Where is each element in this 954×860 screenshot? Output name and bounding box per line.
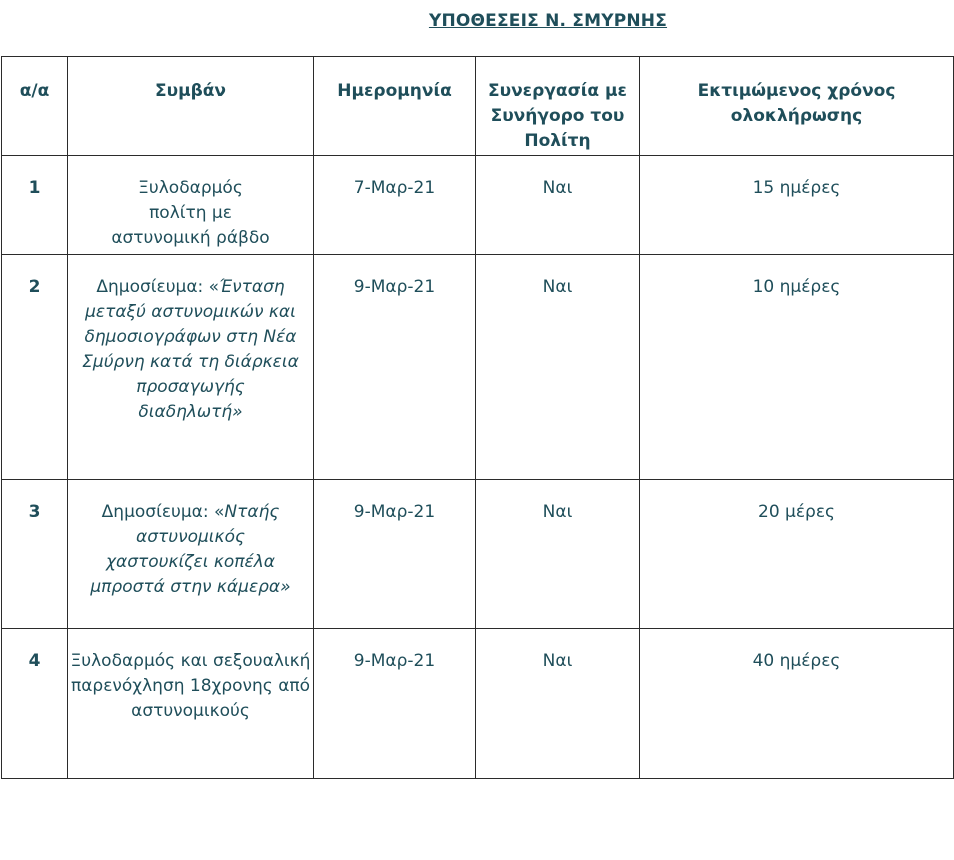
header-date: Ημερομηνία	[314, 57, 476, 156]
cooperation-cell: Ναι	[476, 255, 640, 480]
date-cell: 9-Μαρ-21	[314, 480, 476, 629]
completion-cell: 20 μέρες	[640, 480, 954, 629]
table-row	[2, 480, 954, 629]
completion-cell: 15 ημέρες	[640, 156, 954, 255]
event-quote: Νταής αστυνομικός χαστουκίζει κοπέλα μπροστά στην κάμερα	[90, 502, 281, 597]
completion-cell: 40 ημέρες	[640, 629, 954, 779]
date-cell: 7-Μαρ-21	[314, 156, 476, 255]
event-cell	[68, 255, 314, 480]
cooperation-cell: Ναι	[476, 156, 640, 255]
row-number: 1	[2, 156, 68, 255]
event-quote-close: »	[232, 402, 243, 422]
document-title: ΥΠΟΘΕΣΕΙΣ Ν. ΣΜΥΡΝΗΣ	[428, 11, 668, 31]
date-cell: 9-Μαρ-21	[314, 255, 476, 480]
event-quote-close: »	[280, 577, 291, 597]
table-row	[2, 629, 954, 779]
header-event: Συμβάν	[68, 57, 314, 156]
row-number: 4	[2, 629, 68, 779]
header-number: α/α	[2, 57, 68, 156]
event-text: Δημοσίευμα: «	[101, 502, 225, 522]
event-text: Δημοσίευμα: «	[96, 277, 220, 297]
table-header-row	[2, 57, 954, 156]
header-cooperation: Συνεργασία με Συνήγορο του Πολίτη	[476, 57, 640, 156]
cooperation-cell: Ναι	[476, 480, 640, 629]
date-cell: 9-Μαρ-21	[314, 629, 476, 779]
cases-table	[1, 56, 954, 779]
table-row	[2, 255, 954, 480]
event-cell	[68, 156, 314, 255]
event-text: Ξυλοδαρμός πολίτη με αστυνομική ράβδο	[111, 178, 270, 248]
table-row	[2, 156, 954, 255]
event-cell	[68, 480, 314, 629]
header-completion-time: Εκτιμώμενος χρόνος ολοκλήρωσης	[640, 57, 954, 156]
event-quote: Ένταση μεταξύ αστυνομικών και δημοσιογράφων στη Νέα Σμύρνη κατά τη διάρκεια προσαγωγής διαδηλωτή	[82, 277, 299, 422]
completion-cell: 10 ημέρες	[640, 255, 954, 480]
row-number: 2	[2, 255, 68, 480]
event-cell	[68, 629, 314, 779]
cooperation-cell: Ναι	[476, 629, 640, 779]
event-text: Ξυλοδαρμός και σεξουαλική παρενόχληση 18χρονης από αστυνομικούς	[70, 651, 311, 721]
row-number: 3	[2, 480, 68, 629]
